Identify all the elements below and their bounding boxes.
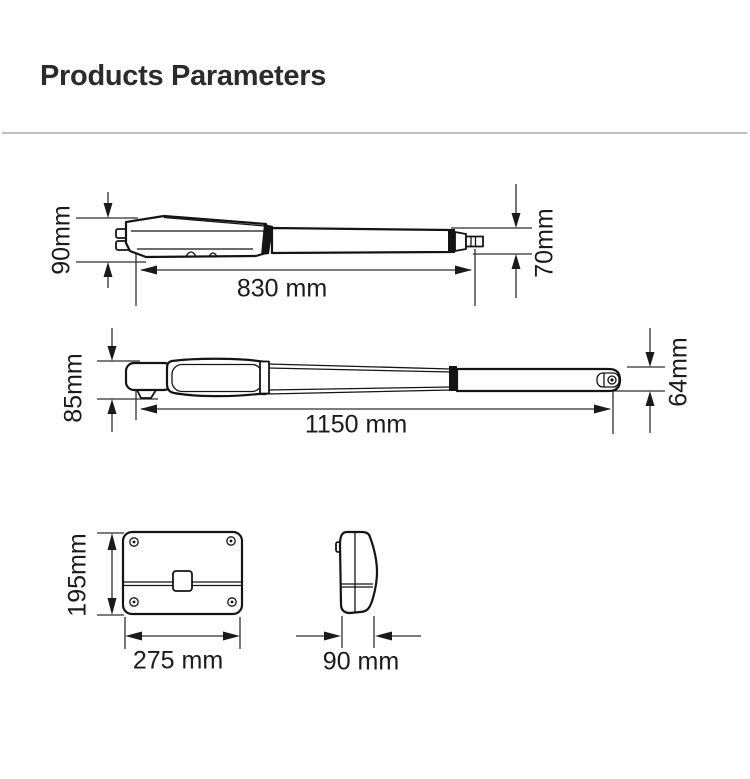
- dimension-label-rod-64mm: 64mm: [664, 337, 693, 407]
- dimension-label-box-90mm: 90 mm: [322, 647, 400, 676]
- control-box-side-drawing: [296, 532, 421, 648]
- control-box-side: [336, 532, 377, 613]
- dimension-label-rod-70mm: 70mm: [530, 208, 559, 278]
- actuator-830-arm: [272, 228, 483, 253]
- dimension-label-length-830mm: 830 mm: [236, 274, 328, 303]
- dimension-label-height-90mm: 90mm: [47, 205, 76, 275]
- actuator-1150-arm: [268, 364, 620, 394]
- dimension-label-length-1150mm: 1150 mm: [304, 410, 408, 439]
- dimension-label-box-275mm: 275 mm: [132, 646, 224, 675]
- dimension-label-height-85mm: 85mm: [59, 353, 88, 423]
- actuator-1150-motor-head: [126, 359, 269, 398]
- control-box-front: [123, 532, 242, 614]
- actuator-830-motor-head: [116, 216, 273, 257]
- dimension-label-box-195mm: 195mm: [63, 533, 92, 617]
- page-title: Products Parameters: [40, 60, 327, 92]
- control-box-front-drawing: [97, 532, 242, 649]
